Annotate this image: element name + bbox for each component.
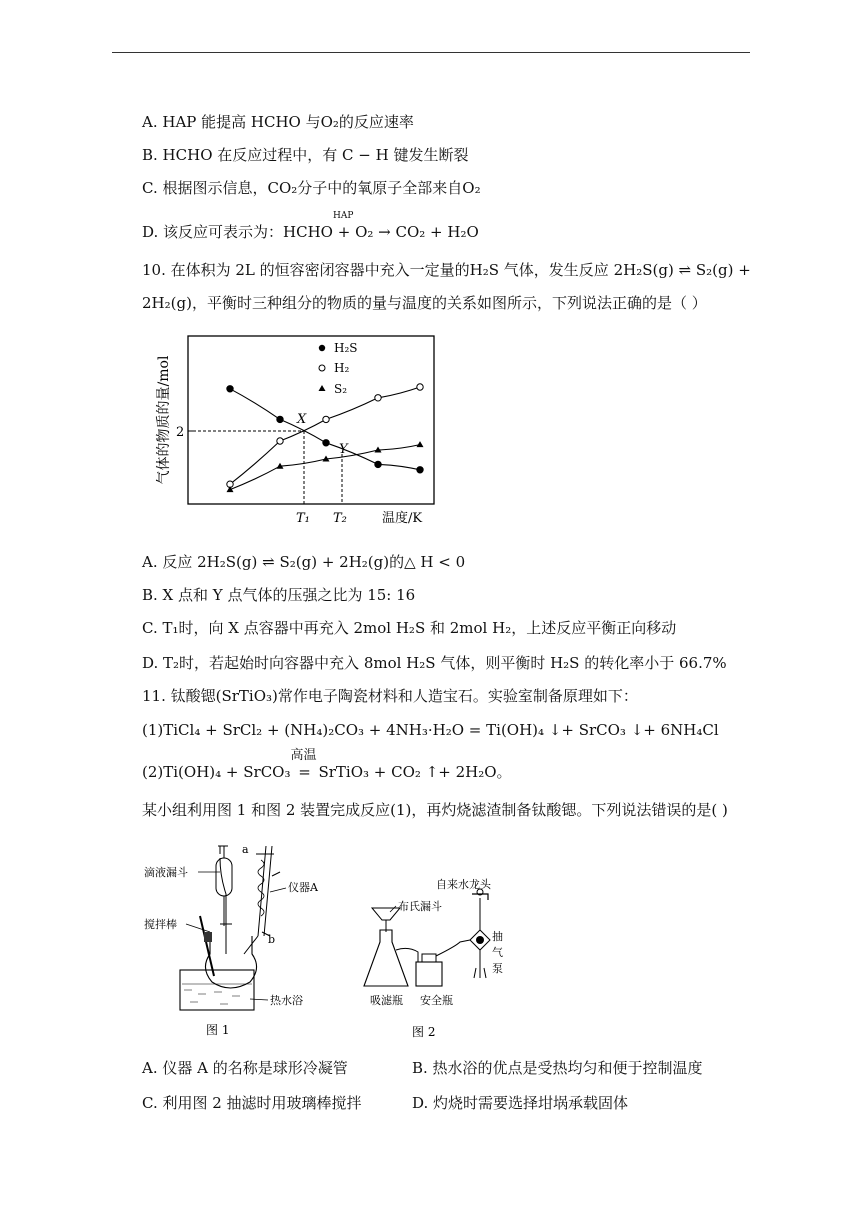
q10-stem-line1: 10. 在体积为 2L 的恒容密闭容器中充入一定量的H₂S 气体，发生反应 2H₂S(g) ⇌ S₂(g) + — [142, 261, 751, 279]
point-label-y: Y — [339, 442, 348, 457]
q10-option-d: D. T₂时，若起始时向容器中充入 8mol H₂S 气体，则平衡时 H₂S 的转化率小于 66.7% — [142, 654, 727, 672]
q11-intro: 某小组利用图 1 和图 2 装置完成反应(1)，再灼烧滤渣制备钛酸锶。下列说法错误的是( ) — [142, 801, 728, 819]
q11-stem: 11. 钛酸锶(SrTiO₃)常作电子陶瓷材料和人造宝石。实验室制备原理如下： — [142, 687, 638, 705]
series-1-point-4 — [417, 384, 423, 390]
series-0-point-4 — [417, 467, 423, 473]
series-0-point-0 — [227, 386, 233, 392]
q10-stem-line2: 2H₂(g)，平衡时三种组分的物质的量与温度的关系如图所示，下列说法正确的是（ ） — [142, 294, 707, 312]
q11-option-a: A. 仪器 A 的名称是球形冷凝管 — [142, 1059, 348, 1077]
fig1-label-stirrer: 搅拌棒 — [144, 918, 177, 931]
reaction2-condition: 高温 — [290, 748, 317, 763]
q10-option-b: B. X 点和 Y 点气体的压强之比为 15: 16 — [142, 586, 416, 604]
legend-s2: S₂ — [334, 382, 348, 396]
q9-option-c: C. 根据图示信息，CO₂分子中的氧原子全部来自O₂ — [142, 179, 481, 197]
fig2-label-safety: 安全瓶 — [420, 994, 453, 1007]
q11-option-b: B. 热水浴的优点是受热均匀和便于控制温度 — [412, 1059, 703, 1077]
legend-h2: H₂ — [334, 361, 350, 375]
q11-option-d: D. 灼烧时需要选择坩埚承载固体 — [412, 1094, 629, 1112]
series-0-point-3 — [375, 461, 381, 467]
y-tick-2: 2 — [176, 425, 185, 440]
series-line-1 — [230, 387, 420, 484]
legend-h2-marker — [319, 365, 325, 371]
q11-option-c: C. 利用图 2 抽滤时用玻璃棒搅拌 — [142, 1094, 362, 1112]
q9-option-d: D. 该反应可表示为：HCHO + O₂ → CO₂ + H₂O — [142, 223, 479, 241]
fig2-caption: 图 2 — [412, 1025, 436, 1039]
legend-s2-marker — [319, 385, 326, 391]
reaction2-right: SrTiO₃ + CO₂ ↑+ 2H₂O。 — [318, 763, 512, 781]
chart-series — [227, 384, 424, 492]
fig1-label-hot-bath: 热水浴 — [270, 994, 303, 1007]
fig2-label-pump-2: 气 — [492, 946, 503, 959]
series-1-point-1 — [277, 438, 283, 444]
q9-option-b: B. HCHO 在反应过程中，有 C − H 键发生断裂 — [142, 146, 469, 164]
fig2-label-flask: 吸滤瓶 — [370, 994, 403, 1007]
q10-option-c: C. T₁时，向 X 点容器中再充入 2mol H₂S 和 2mol H₂，上述反应平衡正向移动 — [142, 619, 677, 637]
q9-option-a: A. HAP 能提高 HCHO 与O₂的反应速率 — [142, 113, 414, 131]
figure-1-apparatus — [140, 836, 340, 1041]
series-0-point-2 — [323, 440, 329, 446]
series-0-point-1 — [277, 416, 283, 422]
legend-h2s-marker — [319, 345, 325, 351]
y-axis-label: 气体的物质的量/mol — [156, 355, 172, 485]
series-1-point-3 — [375, 395, 381, 401]
fig1-caption: 图 1 — [206, 1023, 230, 1037]
fig1-label-a: a — [242, 843, 249, 856]
x-tick-t2: T₂ — [333, 511, 347, 526]
x-axis-label: 温度/K — [382, 511, 423, 526]
fig2-label-tap: 自来水龙头 — [436, 878, 491, 891]
q11-reaction-1: (1)TiCl₄ + SrCl₂ + (NH₄)₂CO₃ + 4NH₃·H₂O = Ti(OH)₄ ↓+ SrCO₃ ↓+ 6NH₄Cl — [142, 721, 719, 739]
series-1-point-2 — [323, 416, 329, 422]
fig1-label-instrument-a: 仪器A — [288, 881, 318, 894]
series-line-2 — [230, 445, 420, 490]
reaction2-arrow: 高温 = — [290, 748, 317, 781]
series-2-point-4 — [417, 441, 424, 447]
x-tick-t1: T₁ — [296, 511, 310, 526]
fig1-label-dropping-funnel: 滴液漏斗 — [144, 866, 188, 879]
fig1-label-b: b — [268, 933, 276, 946]
fig2-label-buchner: 布氏漏斗 — [398, 900, 442, 913]
q9-catalyst-label: HAP — [333, 211, 354, 221]
q10-chart — [150, 330, 450, 530]
figure-2-apparatus — [360, 870, 530, 1040]
fig2-label-pump-3: 泵 — [492, 962, 503, 975]
header-rule — [112, 52, 750, 53]
legend — [319, 341, 358, 396]
point-label-x: X — [297, 412, 307, 427]
fig2-label-pump-1: 抽 — [492, 930, 503, 943]
legend-h2s: H₂S — [334, 341, 358, 355]
q10-option-a: A. 反应 2H₂S(g) ⇌ S₂(g) + 2H₂(g)的△ H < 0 — [142, 553, 466, 571]
plot-frame — [188, 336, 434, 504]
q11-reaction-2 — [142, 748, 512, 782]
reaction2-left: (2)Ti(OH)₄ + SrCO₃ — [142, 763, 291, 781]
